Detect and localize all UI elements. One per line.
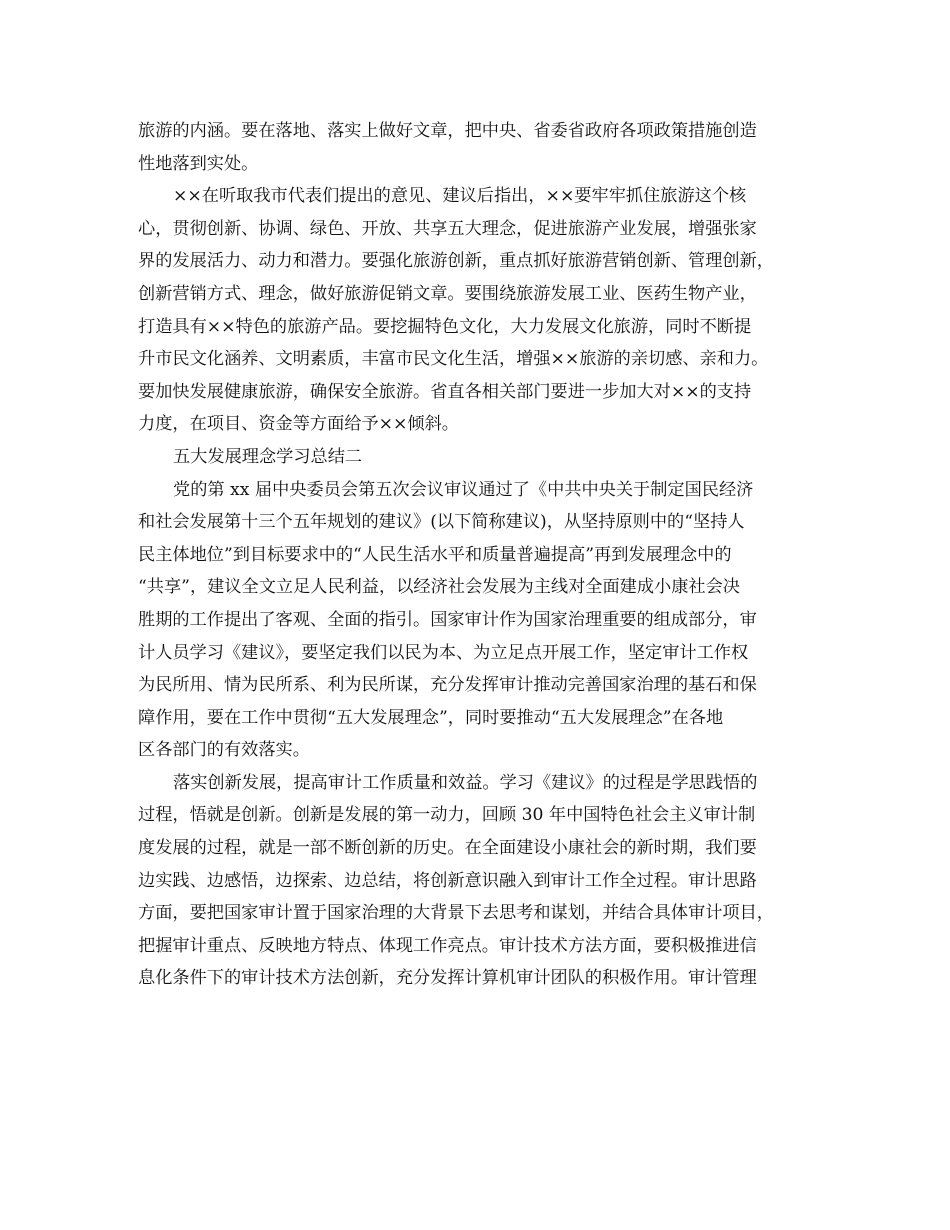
text-line: ××在听取我市代表们提出的意见、建议后指出，××要牢牢抓住旅游这个核 [173, 186, 747, 207]
text-line: 计人员学习《建议》，要坚定我们以民为本、为立足点开展工作，坚定审计工作权 [138, 642, 749, 663]
document-body [138, 115, 828, 995]
text-line: 要加快发展健康旅游，确保安全旅游。省直各相关部门要进一步加大对××的支持 [138, 381, 752, 402]
text-line: 边实践、边感悟，边探索、边总结，将创新意识融入到审计工作全过程。审计思路 [138, 870, 757, 891]
text-line: 为民所用、情为民所系、利为民所谋，充分发挥审计推动完善国家治理的基石和保 [138, 675, 757, 696]
text-line: 心，贯彻创新、协调、绿色、开放、共享五大理念，促进旅游产业发展，增强张家 [138, 218, 757, 239]
text-line: 党的第 xx 届中央委员会第五次会议审议通过了《中共中央关于制定国民经济 [173, 479, 754, 500]
text-line: 力度，在项目、资金等方面给予××倾斜。 [138, 414, 459, 435]
text-line: 落实创新发展，提高审计工作质量和效益。学习《建议》的过程是学思践悟的 [173, 772, 758, 793]
text-line: 旅游的内涵。要在落地、落实上做好文章，把中央、省委省政府各项政策措施创造 [138, 121, 757, 141]
text-line: 区各部门的有效落实。 [138, 740, 310, 761]
text-line: 方面，要把国家审计置于国家治理的大背景下去思考和谋划，并结合具体审计项目， [138, 903, 774, 924]
text-line: 把握审计重点、反映地方特点、体现工作亮点。审计技术方法方面，要积极推进信 [138, 935, 757, 956]
text-line: 胜期的工作提出了客观、全面的指引。国家审计作为国家治理重要的组成部分，审 [138, 609, 757, 630]
text-line: 升市民文化涵养、文明素质，丰富市民文化生活，增强××旅游的亲切感、亲和力。 [138, 349, 769, 370]
text-line: 过程，悟就是创新。创新是发展的第一动力，回顾 30 年中国特色社会主义审计制 [138, 805, 756, 826]
text-line: 打造具有××特色的旅游产品。要挖掘特色文化，大力发展文化旅游，同时不断提 [138, 316, 752, 337]
text-line: 息化条件下的审计技术方法创新，充分发挥计算机审计团队的积极作用。审计管理 [138, 968, 757, 989]
text-line: 界的发展活力、动力和潜力。要强化旅游创新，重点抓好旅游营销创新、管理创新， [138, 251, 774, 272]
text-line: 度发展的过程，就是一部不断创新的历史。在全面建设小康社会的新时期，我们要 [138, 838, 757, 859]
text-line: 障作用，要在工作中贯彻“五大发展理念”，同时要推动“五大发展理念”在各地 [138, 707, 724, 728]
text-line: 和社会发展第十三个五年规划的建议》(以下简称建议)，从坚持原则中的“坚持人 [138, 512, 745, 533]
text-line: 创新营销方式、理念，做好旅游促销文章。要围绕旅游发展工业、医药生物产业， [138, 283, 757, 304]
text-line: 五大发展理念学习总结二 [173, 446, 363, 467]
text-line: 民主体地位”到目标要求中的“人民生活水平和质量普遍提高”再到发展理念中的 [138, 544, 732, 565]
text-line: 性地落到实处。 [138, 153, 259, 174]
text-line: “共享”，建议全文立足人民利益，以经济社会发展为主线对全面建成小康社会决 [138, 577, 740, 598]
